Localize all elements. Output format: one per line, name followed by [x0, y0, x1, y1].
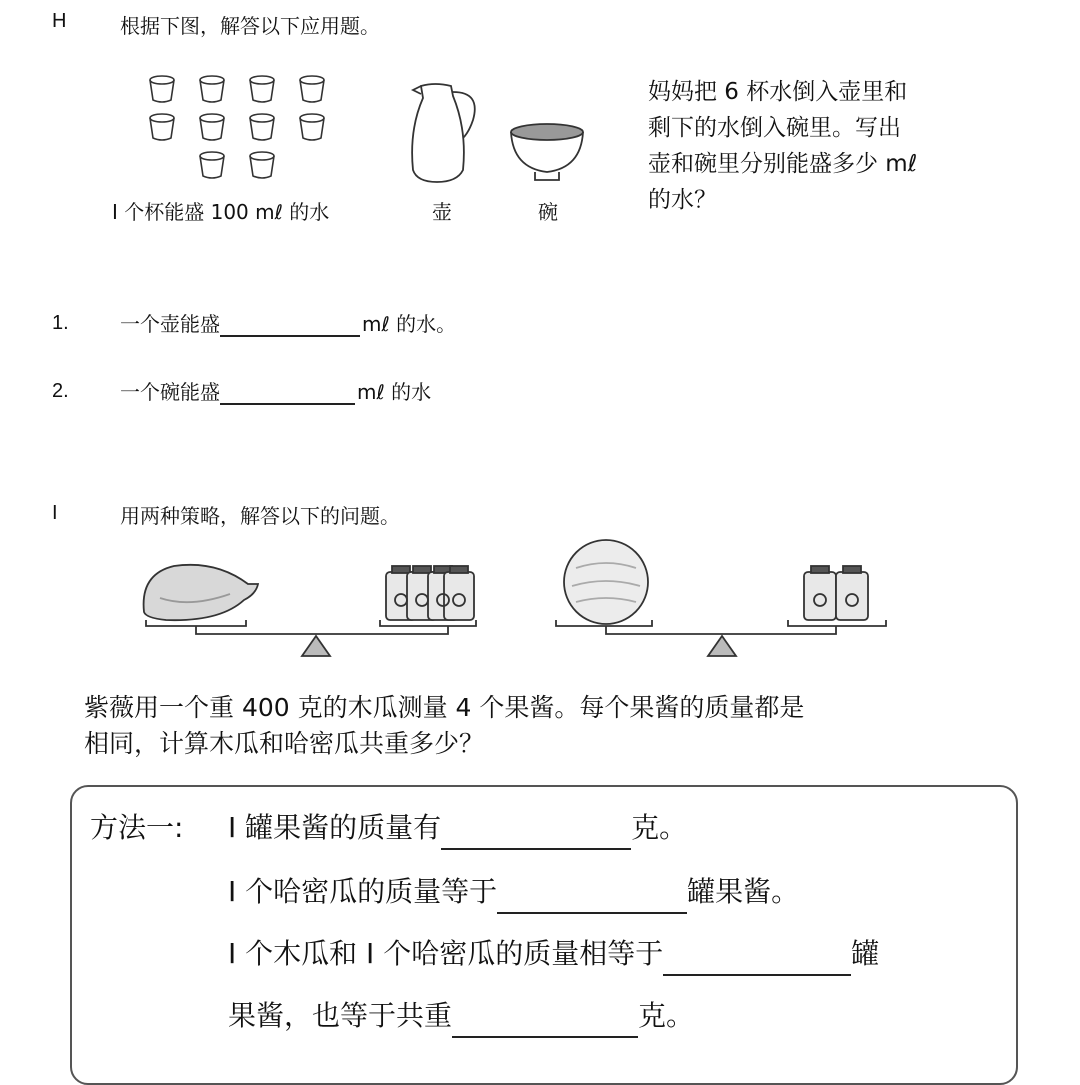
answer-blank-5[interactable]: [663, 944, 851, 976]
question-1-suffix: mℓ 的水。: [362, 312, 457, 336]
jam-jars-icon: [386, 566, 474, 620]
method-label: 方法一:: [90, 811, 184, 844]
balance-scales-illustration: [130, 538, 900, 663]
method-line-3-suffix: 罐: [851, 937, 880, 970]
cup-icon: [300, 76, 324, 102]
section-h-story: [648, 74, 917, 218]
question-2-suffix: mℓ 的水: [357, 380, 432, 404]
bowl-icon: [505, 118, 590, 188]
question-1: [120, 308, 456, 337]
method-line-4-suffix: 克。: [638, 999, 695, 1032]
answer-blank-3[interactable]: [441, 818, 631, 850]
cup-icon: [250, 152, 274, 178]
answer-blank-2[interactable]: [220, 381, 355, 405]
section-i-letter: I: [52, 502, 58, 524]
answer-blank-4[interactable]: [497, 882, 687, 914]
balance-scale-right: [556, 540, 886, 656]
question-1-number: 1.: [52, 312, 69, 334]
problem-line: 紫薇用一个重 400 克的木瓜测量 4 个果酱。每个果酱的质量都是: [84, 693, 805, 722]
method-line-4: [228, 994, 694, 1038]
jug-icon: [405, 80, 485, 185]
method-line-4-prefix: 果酱，也等于共重: [228, 999, 453, 1032]
cup-icon: [200, 114, 224, 140]
jam-jars-icon: [804, 566, 868, 620]
method-line-2-suffix: 罐果酱。: [687, 875, 800, 908]
cup-icon: [250, 76, 274, 102]
answer-blank-6[interactable]: [452, 1006, 638, 1038]
cup-icon: [200, 76, 224, 102]
cup-icon: [150, 114, 174, 140]
cup-icon: [300, 114, 324, 140]
method-line-2: [228, 870, 799, 914]
cup-icon: [250, 114, 274, 140]
bowl-caption: 碗: [538, 200, 558, 224]
cup-caption: I 个杯能盛 100 mℓ 的水: [112, 200, 330, 224]
papaya-icon: [144, 565, 258, 620]
balance-scale-left: [144, 565, 476, 656]
story-line: 妈妈把 6 杯水倒入壶里和: [648, 79, 908, 105]
section-h-letter: H: [52, 10, 67, 32]
question-1-prefix: 一个壶能盛: [120, 312, 220, 336]
method-line-1-prefix: I 罐果酱的质量有: [228, 811, 442, 844]
answer-blank-1[interactable]: [220, 313, 360, 337]
question-2: [120, 376, 431, 405]
story-line: 的水？: [648, 187, 717, 213]
section-h-instruction: 根据下图，解答以下应用题。: [120, 14, 380, 38]
problem-line: 相同，计算木瓜和哈密瓜共重多少？: [84, 729, 485, 758]
section-i-instruction: 用两种策略，解答以下的问题。: [120, 504, 400, 528]
method-line-3-prefix: I 个木瓜和 I 个哈密瓜的质量相等于: [228, 937, 664, 970]
method-line-1-suffix: 克。: [631, 811, 688, 844]
question-2-prefix: 一个碗能盛: [120, 380, 220, 404]
cup-icon: [200, 152, 224, 178]
pot-caption: 壶: [432, 200, 452, 224]
method-line-3: [228, 932, 879, 976]
question-2-number: 2.: [52, 380, 69, 402]
section-i-problem: [84, 690, 804, 762]
cup-icon: [150, 76, 174, 102]
story-line: 壶和碗里分别能盛多少 mℓ: [648, 151, 918, 177]
method-line-2-prefix: I 个哈密瓜的质量等于: [228, 875, 498, 908]
method-line-1: [228, 806, 687, 850]
cups-illustration: [140, 70, 340, 185]
story-line: 剩下的水倒入碗里。写出: [648, 115, 901, 141]
melon-icon: [564, 540, 648, 624]
